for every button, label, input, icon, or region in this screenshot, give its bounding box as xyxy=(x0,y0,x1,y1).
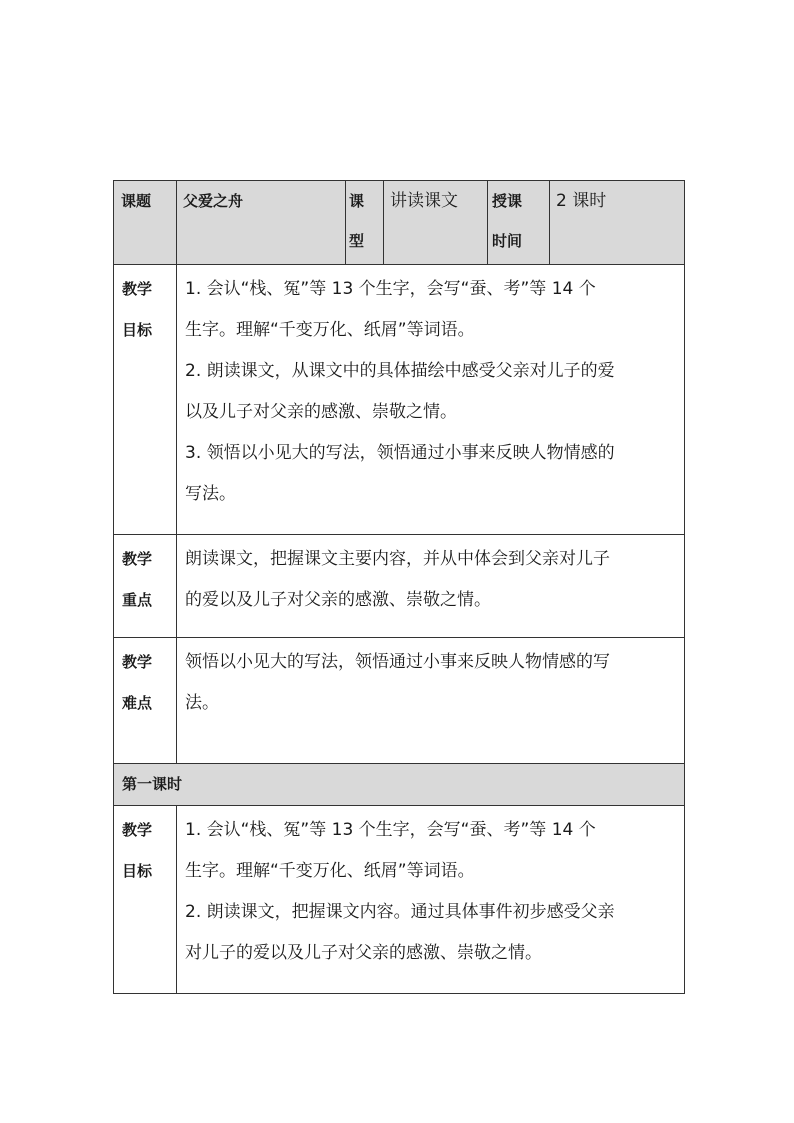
key-points-content xyxy=(177,535,684,621)
type-value-cell xyxy=(384,181,488,265)
first-lesson-objectives-line: 2. 朗读课文，把握课文内容。通过具体事件初步感受父亲 xyxy=(185,902,615,922)
objectives-line: 写法。 xyxy=(185,484,236,504)
difficulties-label: 教学难点 xyxy=(122,653,153,712)
objectives-label: 教学目标 xyxy=(122,280,153,339)
objectives-line: 以及儿子对父亲的感激、崇敬之情。 xyxy=(185,402,457,422)
first-lesson-objectives-row xyxy=(114,806,685,994)
key-points-content-cell xyxy=(177,535,685,638)
difficulties-content xyxy=(177,638,684,724)
time-label-cell xyxy=(488,181,550,265)
lesson-plan-table xyxy=(113,180,685,994)
key-points-line: 的爱以及儿子对父亲的感激、崇敬之情。 xyxy=(185,590,491,610)
first-lesson-title-row xyxy=(114,764,685,806)
objectives-content-cell xyxy=(177,265,685,535)
first-lesson-objectives-label-cell xyxy=(114,806,177,994)
first-lesson-title-cell xyxy=(114,764,685,806)
header-row xyxy=(114,181,685,265)
key-points-label-cell xyxy=(114,535,177,638)
objectives-line: 1. 会认“栈、冤”等 13 个生字，会写“蚕、考”等 14 个 xyxy=(185,279,596,299)
time-label: 授课时间 xyxy=(492,192,523,250)
difficulties-line: 领悟以小见大的写法，领悟通过小事来反映人物情感的写 xyxy=(185,652,610,672)
key-points-line: 朗读课文，把握课文主要内容，并从中体会到父亲对儿子 xyxy=(185,549,610,569)
difficulties-line: 法。 xyxy=(185,693,219,713)
objectives-row xyxy=(114,265,685,535)
difficulties-content-cell xyxy=(177,638,685,764)
type-label: 课型 xyxy=(349,192,365,250)
key-points-row xyxy=(114,535,685,638)
first-lesson-objectives-line: 1. 会认“栈、冤”等 13 个生字，会写“蚕、考”等 14 个 xyxy=(185,820,596,840)
first-lesson-objectives-content xyxy=(177,806,684,974)
first-lesson-objectives-content-cell xyxy=(177,806,685,994)
topic-label-cell xyxy=(114,181,177,265)
objectives-line: 3. 领悟以小见大的写法，领悟通过小事来反映人物情感的 xyxy=(185,443,615,463)
key-points-label: 教学重点 xyxy=(122,550,153,609)
first-lesson-objectives-line: 对儿子的爱以及儿子对父亲的感激、崇敬之情。 xyxy=(185,943,542,963)
objectives-label-cell xyxy=(114,265,177,535)
objectives-line: 2. 朗读课文，从课文中的具体描绘中感受父亲对儿子的爱 xyxy=(185,361,615,381)
type-label-cell xyxy=(346,181,384,265)
topic-value: 父爱之舟 xyxy=(183,192,244,210)
difficulties-row xyxy=(114,638,685,764)
first-lesson-title: 第一课时 xyxy=(122,775,183,793)
time-value-cell xyxy=(550,181,685,265)
topic-label: 课题 xyxy=(121,192,152,210)
difficulties-label-cell xyxy=(114,638,177,764)
first-lesson-objectives-line: 生字。理解“千变万化、纸屑”等词语。 xyxy=(185,861,475,881)
objectives-content xyxy=(177,265,684,515)
time-value: 2 课时 xyxy=(556,191,607,211)
type-value: 讲读课文 xyxy=(390,191,458,211)
first-lesson-objectives-label: 教学目标 xyxy=(122,821,153,880)
topic-value-cell xyxy=(177,181,346,265)
objectives-line: 生字。理解“千变万化、纸屑”等词语。 xyxy=(185,320,475,340)
